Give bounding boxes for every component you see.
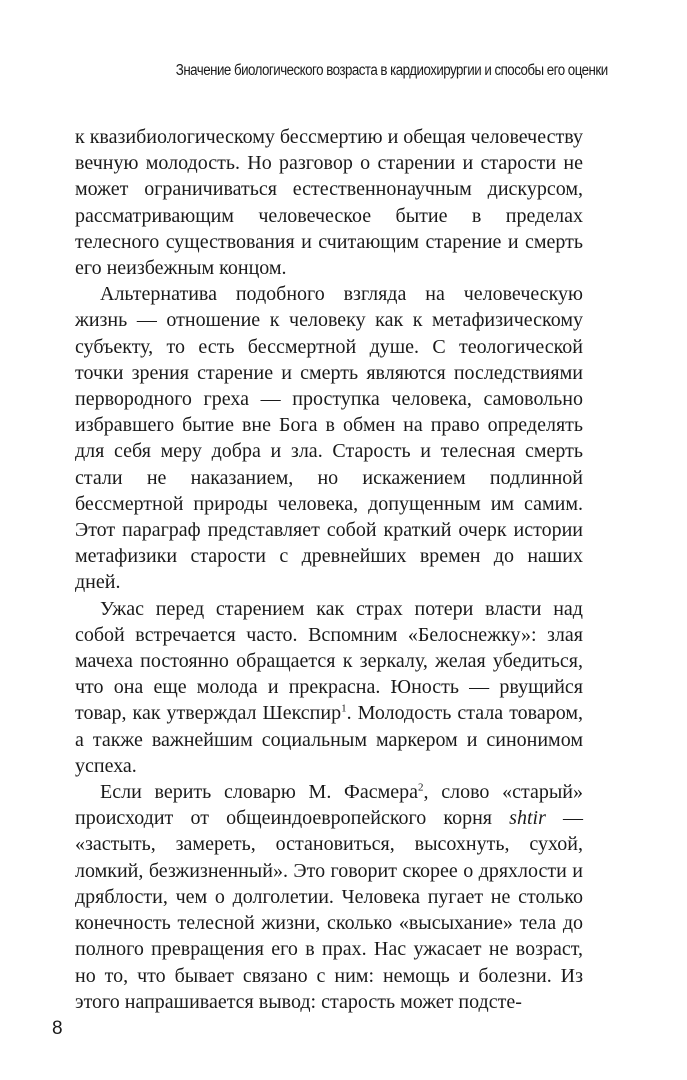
paragraph-2: Альтернатива подобного взгляда на человеческую жизнь — отношение к человеку как к метафизическому субъекту, то есть бессмертной душе. С теологической точки зрения старение и смерть являются последствиями первородного греха — проступка человека, самовольно избравшего бытие вне Бога в обмен на право определять для себя меру добра и зла. Старость и телесная смерть стали не наказанием, но искажением подлинной бессмертной природы человека, допущенным им самим. Этот параграф представляет собой краткий очерк истории метафизики старости с древнейших времен до наших дней. [75,283,583,594]
paragraph-4 [75,779,583,1015]
paragraph-3-text-a: Ужас перед старением как страх потери власти над собой встречается часто. Вспомним «Белоснежку»: злая мачеха постоянно обращается к зеркалу, желая убедиться, что она еще молода и прекрасна. Юность — рвущийся товар, как утверждал Шекспир [75,597,583,725]
running-header: Значение биологического возраста в кардиохирургии и способы его оценки [175,62,608,79]
paragraph-4-text-c: — «застыть, замереть, остановиться, высохнуть, сухой, ломкий, безжизненный». Это говорит скорее о дряхлости и дряблости, чем о долголетии. Человека пугает не столько конечность телесной жизни, сколько «высыхание» тела до полного превращения его в прах. Нас ужасает не возраст, но то, что бывает связано с ним: немощь и болезни. Из этого напрашивается вывод: старость может подсте- [75,807,584,1013]
page-number: 8 [52,1018,63,1039]
paragraph-4-text-b: , слово «старый» происходит от общеиндоевропейского корня [75,781,583,830]
footnote-ref-1: 1 [341,702,347,715]
paragraph-3-text-b: . Молодость стала товаром, а также важнейшим социальным маркером и синонимом успеха. [75,702,583,777]
footnote-ref-2: 2 [418,781,424,794]
paragraph-1: к квазибиологическому бессмертию и обещая человечеству вечную молодость. Но разговор о старении и старости не может ограничиваться естественнонаучным дискурсом, рассматривающим человеческое бытие в пределах телесного существования и считающим старение и смерть его неизбежным концом. [75,126,583,280]
body-text [75,124,583,1015]
root-word: shtir [509,807,546,830]
paragraph-4-text-a: Если верить словарю М. Фасмера [100,781,419,804]
paragraph-3 [75,596,583,779]
